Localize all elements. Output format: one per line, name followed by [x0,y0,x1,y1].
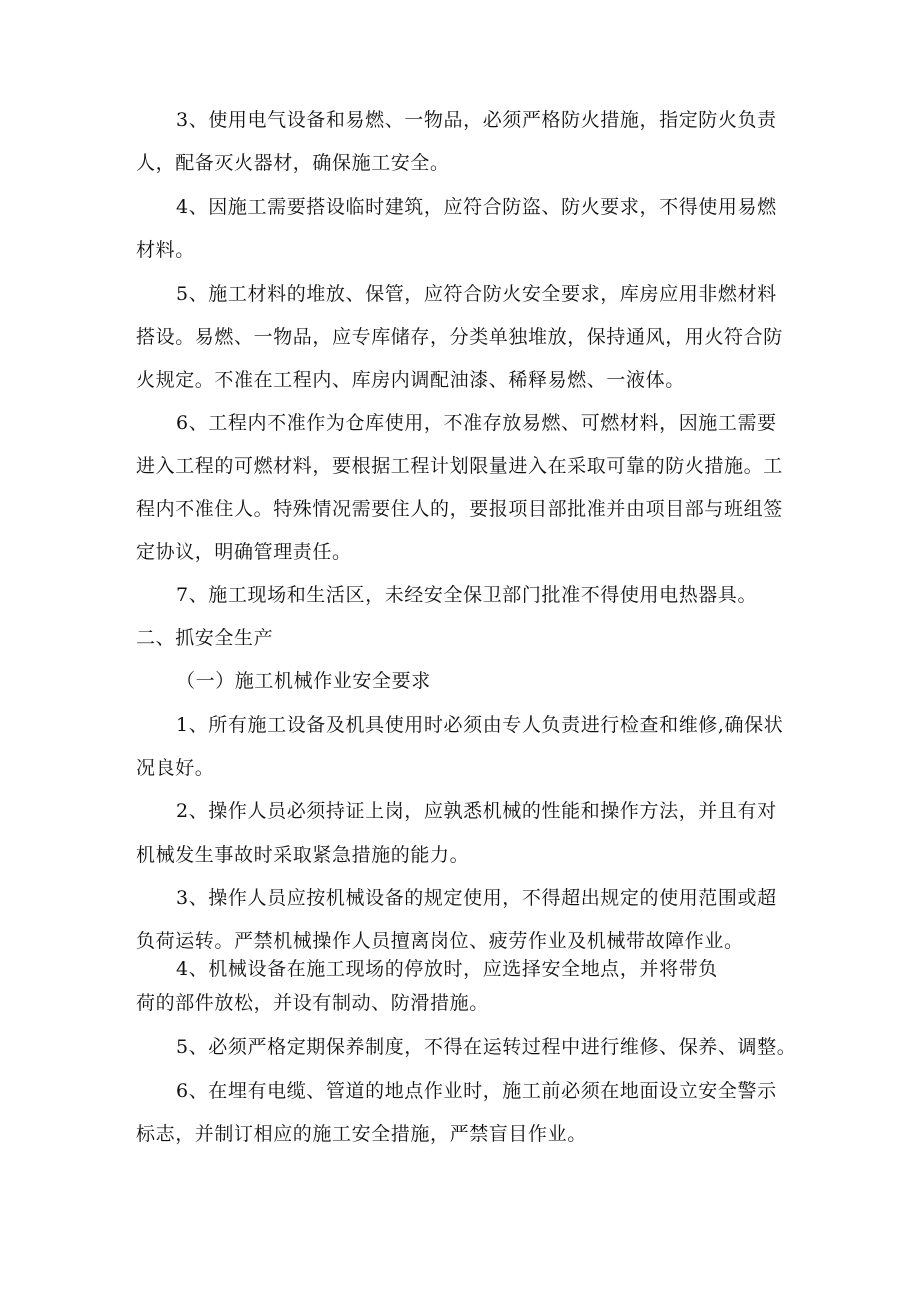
text-line: 进入工程的可燃材料，要根据工程计划限量进入在采取可靠的防火措施。工 [136,455,783,477]
text-line: 负荷运转。严禁机械操作人员擅离岗位、疲劳作业及机械带故障作业。 [136,930,744,952]
text-line: 2、操作人员必须持证上岗，应孰悉机械的性能和操作方法，并且有对 [176,800,777,822]
text-line: 5、必须严格定期保养制度，不得在运转过程中进行维修、保养、调整。 [176,1036,797,1058]
text-line: 3、操作人员应按机械设备的规定使用，不得超出规定的使用范围或超 [176,887,777,909]
text-line: 搭设。易燃、一物品，应专库储存，分类单独堆放，保持通风，用火符合防 [136,326,783,348]
text-line: 6、工程内不准作为仓库使用，不准存放易燃、可燃材料，因施工需要 [176,412,777,434]
text-line: 4、因施工需要搭设临时建筑，应符合防盗、防火要求，不得使用易燃 [176,196,777,218]
text-line: 1、所有施工设备及机具使用时必须由专人负责进行检查和维修,确保状 [176,714,784,736]
text-line: 4、机械设备在施工现场的停放时，应选择安全地点，并将带负 [176,958,718,980]
text-line: 标志，并制订相应的施工安全措施，严禁盲目作业。 [136,1123,587,1145]
text-line: 机械发生事故时采取紧急措施的能力。 [136,844,470,866]
text-line: 程内不准住人。特殊情况需要住人的，要报项目部批准并由项目部与班组签 [136,498,783,520]
text-line: 火规定。不准在工程内、库房内调配油漆、稀释易燃、一液体。 [136,369,685,391]
section-heading: 二、抓安全生产 [136,627,274,649]
subsection-heading: （一）施工机械作业安全要求 [176,670,431,692]
text-line: 人，配备灭火器材，确保施工安全。 [136,152,450,174]
text-line: 荷的部件放松，并设有制动、防滑措施。 [136,992,489,1014]
text-line: 定协议，明确管理责任。 [136,541,352,563]
text-line: 6、在埋有电缆、管道的地点作业时，施工前必须在地面设立安全警示 [176,1080,777,1102]
text-line: 况良好。 [136,757,215,779]
text-line: 5、施工材料的堆放、保管，应符合防火安全要求，库房应用非燃材料 [176,283,777,305]
text-line: 材料。 [136,239,195,261]
text-line: 7、施工现场和生活区，未经安全保卫部门批准不得使用电热器具。 [176,584,758,606]
text-line: 3、使用电气设备和易燃、一物品，必须严格防火措施，指定防火负责 [176,109,777,131]
